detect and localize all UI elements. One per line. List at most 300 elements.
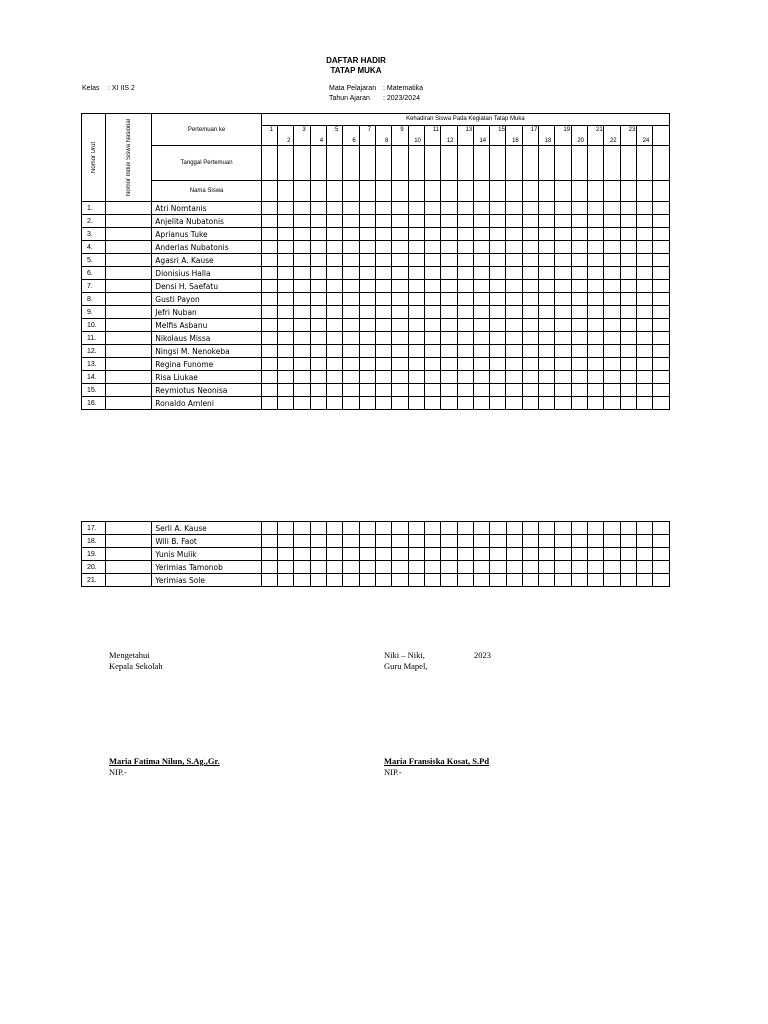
attendance-cell[interactable] [571,306,587,319]
attendance-cell[interactable] [506,548,522,561]
attendance-cell[interactable] [294,384,310,397]
attendance-cell[interactable] [571,371,587,384]
nama-header-cell[interactable] [441,181,457,202]
attendance-cell[interactable] [327,241,343,254]
attendance-cell[interactable] [490,371,506,384]
attendance-cell[interactable] [278,319,294,332]
attendance-cell[interactable] [620,215,636,228]
attendance-cell[interactable] [620,345,636,358]
attendance-cell[interactable] [522,384,538,397]
attendance-cell[interactable] [424,215,440,228]
attendance-cell[interactable] [473,358,489,371]
attendance-cell[interactable] [555,228,571,241]
student-nisn[interactable] [106,319,152,332]
attendance-cell[interactable] [278,254,294,267]
attendance-cell[interactable] [408,254,424,267]
attendance-cell[interactable] [490,332,506,345]
attendance-cell[interactable] [294,202,310,215]
attendance-cell[interactable] [457,267,473,280]
attendance-cell[interactable] [375,228,391,241]
nama-header-cell[interactable] [327,181,343,202]
attendance-cell[interactable] [343,574,359,587]
attendance-cell[interactable] [392,522,408,535]
attendance-cell[interactable] [522,215,538,228]
attendance-cell[interactable] [620,293,636,306]
nama-header-cell[interactable] [653,181,670,202]
attendance-cell[interactable] [506,371,522,384]
attendance-cell[interactable] [571,358,587,371]
attendance-cell[interactable] [278,228,294,241]
attendance-cell[interactable] [653,522,670,535]
attendance-cell[interactable] [359,319,375,332]
attendance-cell[interactable] [506,306,522,319]
attendance-cell[interactable] [408,293,424,306]
attendance-cell[interactable] [588,574,604,587]
attendance-cell[interactable] [408,332,424,345]
attendance-cell[interactable] [539,397,555,410]
student-nisn[interactable] [106,345,152,358]
attendance-cell[interactable] [604,306,620,319]
attendance-cell[interactable] [424,280,440,293]
attendance-cell[interactable] [604,202,620,215]
attendance-cell[interactable] [506,574,522,587]
attendance-cell[interactable] [539,332,555,345]
attendance-cell[interactable] [588,561,604,574]
tanggal-cell[interactable] [327,146,343,181]
attendance-cell[interactable] [310,561,326,574]
attendance-cell[interactable] [375,319,391,332]
attendance-cell[interactable] [294,319,310,332]
attendance-cell[interactable] [636,215,652,228]
attendance-cell[interactable] [571,241,587,254]
attendance-cell[interactable] [441,215,457,228]
student-nisn[interactable] [106,548,152,561]
attendance-cell[interactable] [424,548,440,561]
attendance-cell[interactable] [294,254,310,267]
attendance-cell[interactable] [522,293,538,306]
attendance-cell[interactable] [408,371,424,384]
attendance-cell[interactable] [620,319,636,332]
attendance-cell[interactable] [441,371,457,384]
attendance-cell[interactable] [653,384,670,397]
attendance-cell[interactable] [408,358,424,371]
attendance-cell[interactable] [506,254,522,267]
attendance-cell[interactable] [327,215,343,228]
attendance-cell[interactable] [539,241,555,254]
attendance-cell[interactable] [555,267,571,280]
attendance-cell[interactable] [490,215,506,228]
nama-header-cell[interactable] [359,181,375,202]
attendance-cell[interactable] [653,215,670,228]
attendance-cell[interactable] [490,384,506,397]
attendance-cell[interactable] [408,345,424,358]
attendance-cell[interactable] [392,306,408,319]
nama-header-cell[interactable] [408,181,424,202]
attendance-cell[interactable] [457,254,473,267]
attendance-cell[interactable] [555,384,571,397]
attendance-cell[interactable] [310,522,326,535]
attendance-cell[interactable] [636,371,652,384]
attendance-cell[interactable] [620,397,636,410]
attendance-cell[interactable] [343,332,359,345]
attendance-cell[interactable] [653,241,670,254]
attendance-cell[interactable] [343,548,359,561]
attendance-cell[interactable] [310,548,326,561]
nama-header-cell[interactable] [473,181,489,202]
attendance-cell[interactable] [457,345,473,358]
attendance-cell[interactable] [424,397,440,410]
attendance-cell[interactable] [588,293,604,306]
attendance-cell[interactable] [343,306,359,319]
attendance-cell[interactable] [653,358,670,371]
attendance-cell[interactable] [555,345,571,358]
attendance-cell[interactable] [261,332,277,345]
attendance-cell[interactable] [506,561,522,574]
attendance-cell[interactable] [343,228,359,241]
attendance-cell[interactable] [261,397,277,410]
attendance-cell[interactable] [392,202,408,215]
attendance-cell[interactable] [588,332,604,345]
attendance-cell[interactable] [375,384,391,397]
attendance-cell[interactable] [473,371,489,384]
attendance-cell[interactable] [490,319,506,332]
attendance-cell[interactable] [278,280,294,293]
nama-header-cell[interactable] [392,181,408,202]
attendance-cell[interactable] [506,241,522,254]
attendance-cell[interactable] [457,548,473,561]
tanggal-cell[interactable] [490,146,506,181]
tanggal-cell[interactable] [506,146,522,181]
attendance-cell[interactable] [571,345,587,358]
attendance-cell[interactable] [392,384,408,397]
attendance-cell[interactable] [327,371,343,384]
tanggal-cell[interactable] [441,146,457,181]
attendance-cell[interactable] [424,267,440,280]
attendance-cell[interactable] [327,267,343,280]
tanggal-cell[interactable] [457,146,473,181]
attendance-cell[interactable] [278,358,294,371]
tanggal-cell[interactable] [473,146,489,181]
attendance-cell[interactable] [294,345,310,358]
attendance-cell[interactable] [588,548,604,561]
tanggal-cell[interactable] [636,146,652,181]
attendance-cell[interactable] [261,319,277,332]
attendance-cell[interactable] [441,306,457,319]
attendance-cell[interactable] [392,371,408,384]
nama-header-cell[interactable] [539,181,555,202]
attendance-cell[interactable] [294,241,310,254]
attendance-cell[interactable] [653,561,670,574]
nama-header-cell[interactable] [604,181,620,202]
attendance-cell[interactable] [473,293,489,306]
attendance-cell[interactable] [278,332,294,345]
attendance-cell[interactable] [506,293,522,306]
attendance-cell[interactable] [343,280,359,293]
attendance-cell[interactable] [522,254,538,267]
attendance-cell[interactable] [343,254,359,267]
attendance-cell[interactable] [522,280,538,293]
student-nisn[interactable] [106,306,152,319]
attendance-cell[interactable] [327,280,343,293]
attendance-cell[interactable] [392,254,408,267]
tanggal-cell[interactable] [588,146,604,181]
tanggal-cell[interactable] [571,146,587,181]
attendance-cell[interactable] [522,241,538,254]
attendance-cell[interactable] [506,280,522,293]
nama-header-cell[interactable] [294,181,310,202]
attendance-cell[interactable] [278,306,294,319]
attendance-cell[interactable] [278,371,294,384]
attendance-cell[interactable] [457,319,473,332]
attendance-cell[interactable] [653,319,670,332]
tanggal-cell[interactable] [620,146,636,181]
attendance-cell[interactable] [620,358,636,371]
attendance-cell[interactable] [392,267,408,280]
attendance-cell[interactable] [408,215,424,228]
tanggal-cell[interactable] [278,146,294,181]
attendance-cell[interactable] [571,280,587,293]
attendance-cell[interactable] [604,522,620,535]
attendance-cell[interactable] [278,561,294,574]
attendance-cell[interactable] [653,574,670,587]
attendance-cell[interactable] [441,535,457,548]
attendance-cell[interactable] [473,384,489,397]
attendance-cell[interactable] [620,548,636,561]
attendance-cell[interactable] [522,319,538,332]
attendance-cell[interactable] [490,574,506,587]
attendance-cell[interactable] [392,280,408,293]
attendance-cell[interactable] [408,319,424,332]
attendance-cell[interactable] [620,371,636,384]
attendance-cell[interactable] [392,548,408,561]
nama-header-cell[interactable] [278,181,294,202]
attendance-cell[interactable] [261,267,277,280]
attendance-cell[interactable] [604,384,620,397]
attendance-cell[interactable] [653,345,670,358]
attendance-cell[interactable] [343,384,359,397]
attendance-cell[interactable] [392,358,408,371]
attendance-cell[interactable] [473,535,489,548]
attendance-cell[interactable] [359,535,375,548]
attendance-cell[interactable] [604,254,620,267]
attendance-cell[interactable] [555,319,571,332]
attendance-cell[interactable] [278,384,294,397]
student-nisn[interactable] [106,280,152,293]
attendance-cell[interactable] [310,384,326,397]
attendance-cell[interactable] [571,535,587,548]
attendance-cell[interactable] [506,522,522,535]
attendance-cell[interactable] [636,358,652,371]
attendance-cell[interactable] [261,215,277,228]
attendance-cell[interactable] [278,345,294,358]
student-nisn[interactable] [106,267,152,280]
attendance-cell[interactable] [408,267,424,280]
attendance-cell[interactable] [506,332,522,345]
attendance-cell[interactable] [375,371,391,384]
student-nisn[interactable] [106,293,152,306]
attendance-cell[interactable] [408,241,424,254]
nama-header-cell[interactable] [555,181,571,202]
attendance-cell[interactable] [359,306,375,319]
attendance-cell[interactable] [294,561,310,574]
attendance-cell[interactable] [376,522,392,535]
attendance-cell[interactable] [261,535,277,548]
attendance-cell[interactable] [555,561,571,574]
attendance-cell[interactable] [571,384,587,397]
attendance-cell[interactable] [490,345,506,358]
attendance-cell[interactable] [522,371,538,384]
tanggal-cell[interactable] [555,146,571,181]
attendance-cell[interactable] [473,319,489,332]
attendance-cell[interactable] [490,548,506,561]
attendance-cell[interactable] [457,280,473,293]
student-nisn[interactable] [106,574,152,587]
attendance-cell[interactable] [441,267,457,280]
attendance-cell[interactable] [310,319,326,332]
attendance-cell[interactable] [294,371,310,384]
student-nisn[interactable] [106,332,152,345]
student-nisn[interactable] [106,215,152,228]
attendance-cell[interactable] [457,358,473,371]
attendance-cell[interactable] [310,241,326,254]
attendance-cell[interactable] [392,215,408,228]
attendance-cell[interactable] [636,397,652,410]
nama-header-cell[interactable] [375,181,391,202]
attendance-cell[interactable] [620,332,636,345]
attendance-cell[interactable] [539,574,555,587]
attendance-cell[interactable] [588,397,604,410]
student-nisn[interactable] [106,358,152,371]
attendance-cell[interactable] [343,202,359,215]
attendance-cell[interactable] [392,345,408,358]
attendance-cell[interactable] [343,293,359,306]
attendance-cell[interactable] [359,371,375,384]
attendance-cell[interactable] [620,522,636,535]
attendance-cell[interactable] [620,384,636,397]
attendance-cell[interactable] [636,241,652,254]
attendance-cell[interactable] [278,574,294,587]
attendance-cell[interactable] [604,241,620,254]
attendance-cell[interactable] [457,535,473,548]
attendance-cell[interactable] [310,535,326,548]
attendance-cell[interactable] [620,267,636,280]
attendance-cell[interactable] [408,561,424,574]
attendance-cell[interactable] [457,397,473,410]
attendance-cell[interactable] [441,561,457,574]
attendance-cell[interactable] [408,228,424,241]
attendance-cell[interactable] [571,202,587,215]
tanggal-cell[interactable] [424,146,440,181]
attendance-cell[interactable] [424,228,440,241]
nama-header-cell[interactable] [343,181,359,202]
attendance-cell[interactable] [375,202,391,215]
attendance-cell[interactable] [555,241,571,254]
attendance-cell[interactable] [375,293,391,306]
attendance-cell[interactable] [604,397,620,410]
attendance-cell[interactable] [490,293,506,306]
attendance-cell[interactable] [376,561,392,574]
attendance-cell[interactable] [539,522,555,535]
attendance-cell[interactable] [555,397,571,410]
attendance-cell[interactable] [604,345,620,358]
attendance-cell[interactable] [294,280,310,293]
attendance-cell[interactable] [588,522,604,535]
attendance-cell[interactable] [278,397,294,410]
nama-header-cell[interactable] [588,181,604,202]
student-nisn[interactable] [106,371,152,384]
attendance-cell[interactable] [294,574,310,587]
attendance-cell[interactable] [359,215,375,228]
attendance-cell[interactable] [620,535,636,548]
attendance-cell[interactable] [604,548,620,561]
attendance-cell[interactable] [375,397,391,410]
attendance-cell[interactable] [604,561,620,574]
attendance-cell[interactable] [424,358,440,371]
attendance-cell[interactable] [327,384,343,397]
attendance-cell[interactable] [506,397,522,410]
student-nisn[interactable] [106,241,152,254]
attendance-cell[interactable] [343,215,359,228]
attendance-cell[interactable] [441,319,457,332]
attendance-cell[interactable] [441,358,457,371]
attendance-cell[interactable] [424,241,440,254]
attendance-cell[interactable] [310,215,326,228]
attendance-cell[interactable] [636,267,652,280]
attendance-cell[interactable] [375,241,391,254]
attendance-cell[interactable] [522,548,538,561]
attendance-cell[interactable] [359,228,375,241]
student-nisn[interactable] [106,522,152,535]
attendance-cell[interactable] [457,332,473,345]
attendance-cell[interactable] [278,548,294,561]
attendance-cell[interactable] [571,332,587,345]
attendance-cell[interactable] [653,202,670,215]
attendance-cell[interactable] [555,215,571,228]
attendance-cell[interactable] [261,306,277,319]
attendance-cell[interactable] [392,319,408,332]
attendance-cell[interactable] [441,522,457,535]
attendance-cell[interactable] [636,293,652,306]
attendance-cell[interactable] [441,384,457,397]
attendance-cell[interactable] [261,228,277,241]
attendance-cell[interactable] [539,548,555,561]
attendance-cell[interactable] [424,345,440,358]
tanggal-cell[interactable] [522,146,538,181]
attendance-cell[interactable] [424,384,440,397]
attendance-cell[interactable] [327,332,343,345]
attendance-cell[interactable] [555,535,571,548]
attendance-cell[interactable] [408,574,424,587]
tanggal-cell[interactable] [294,146,310,181]
attendance-cell[interactable] [539,306,555,319]
attendance-cell[interactable] [441,548,457,561]
attendance-cell[interactable] [653,228,670,241]
attendance-cell[interactable] [359,358,375,371]
attendance-cell[interactable] [261,548,277,561]
attendance-cell[interactable] [637,522,653,535]
attendance-cell[interactable] [294,535,310,548]
attendance-cell[interactable] [555,254,571,267]
attendance-cell[interactable] [359,561,375,574]
attendance-cell[interactable] [636,280,652,293]
attendance-cell[interactable] [522,574,538,587]
attendance-cell[interactable] [539,319,555,332]
attendance-cell[interactable] [441,254,457,267]
attendance-cell[interactable] [441,574,457,587]
attendance-cell[interactable] [375,254,391,267]
attendance-cell[interactable] [473,306,489,319]
attendance-cell[interactable] [555,280,571,293]
